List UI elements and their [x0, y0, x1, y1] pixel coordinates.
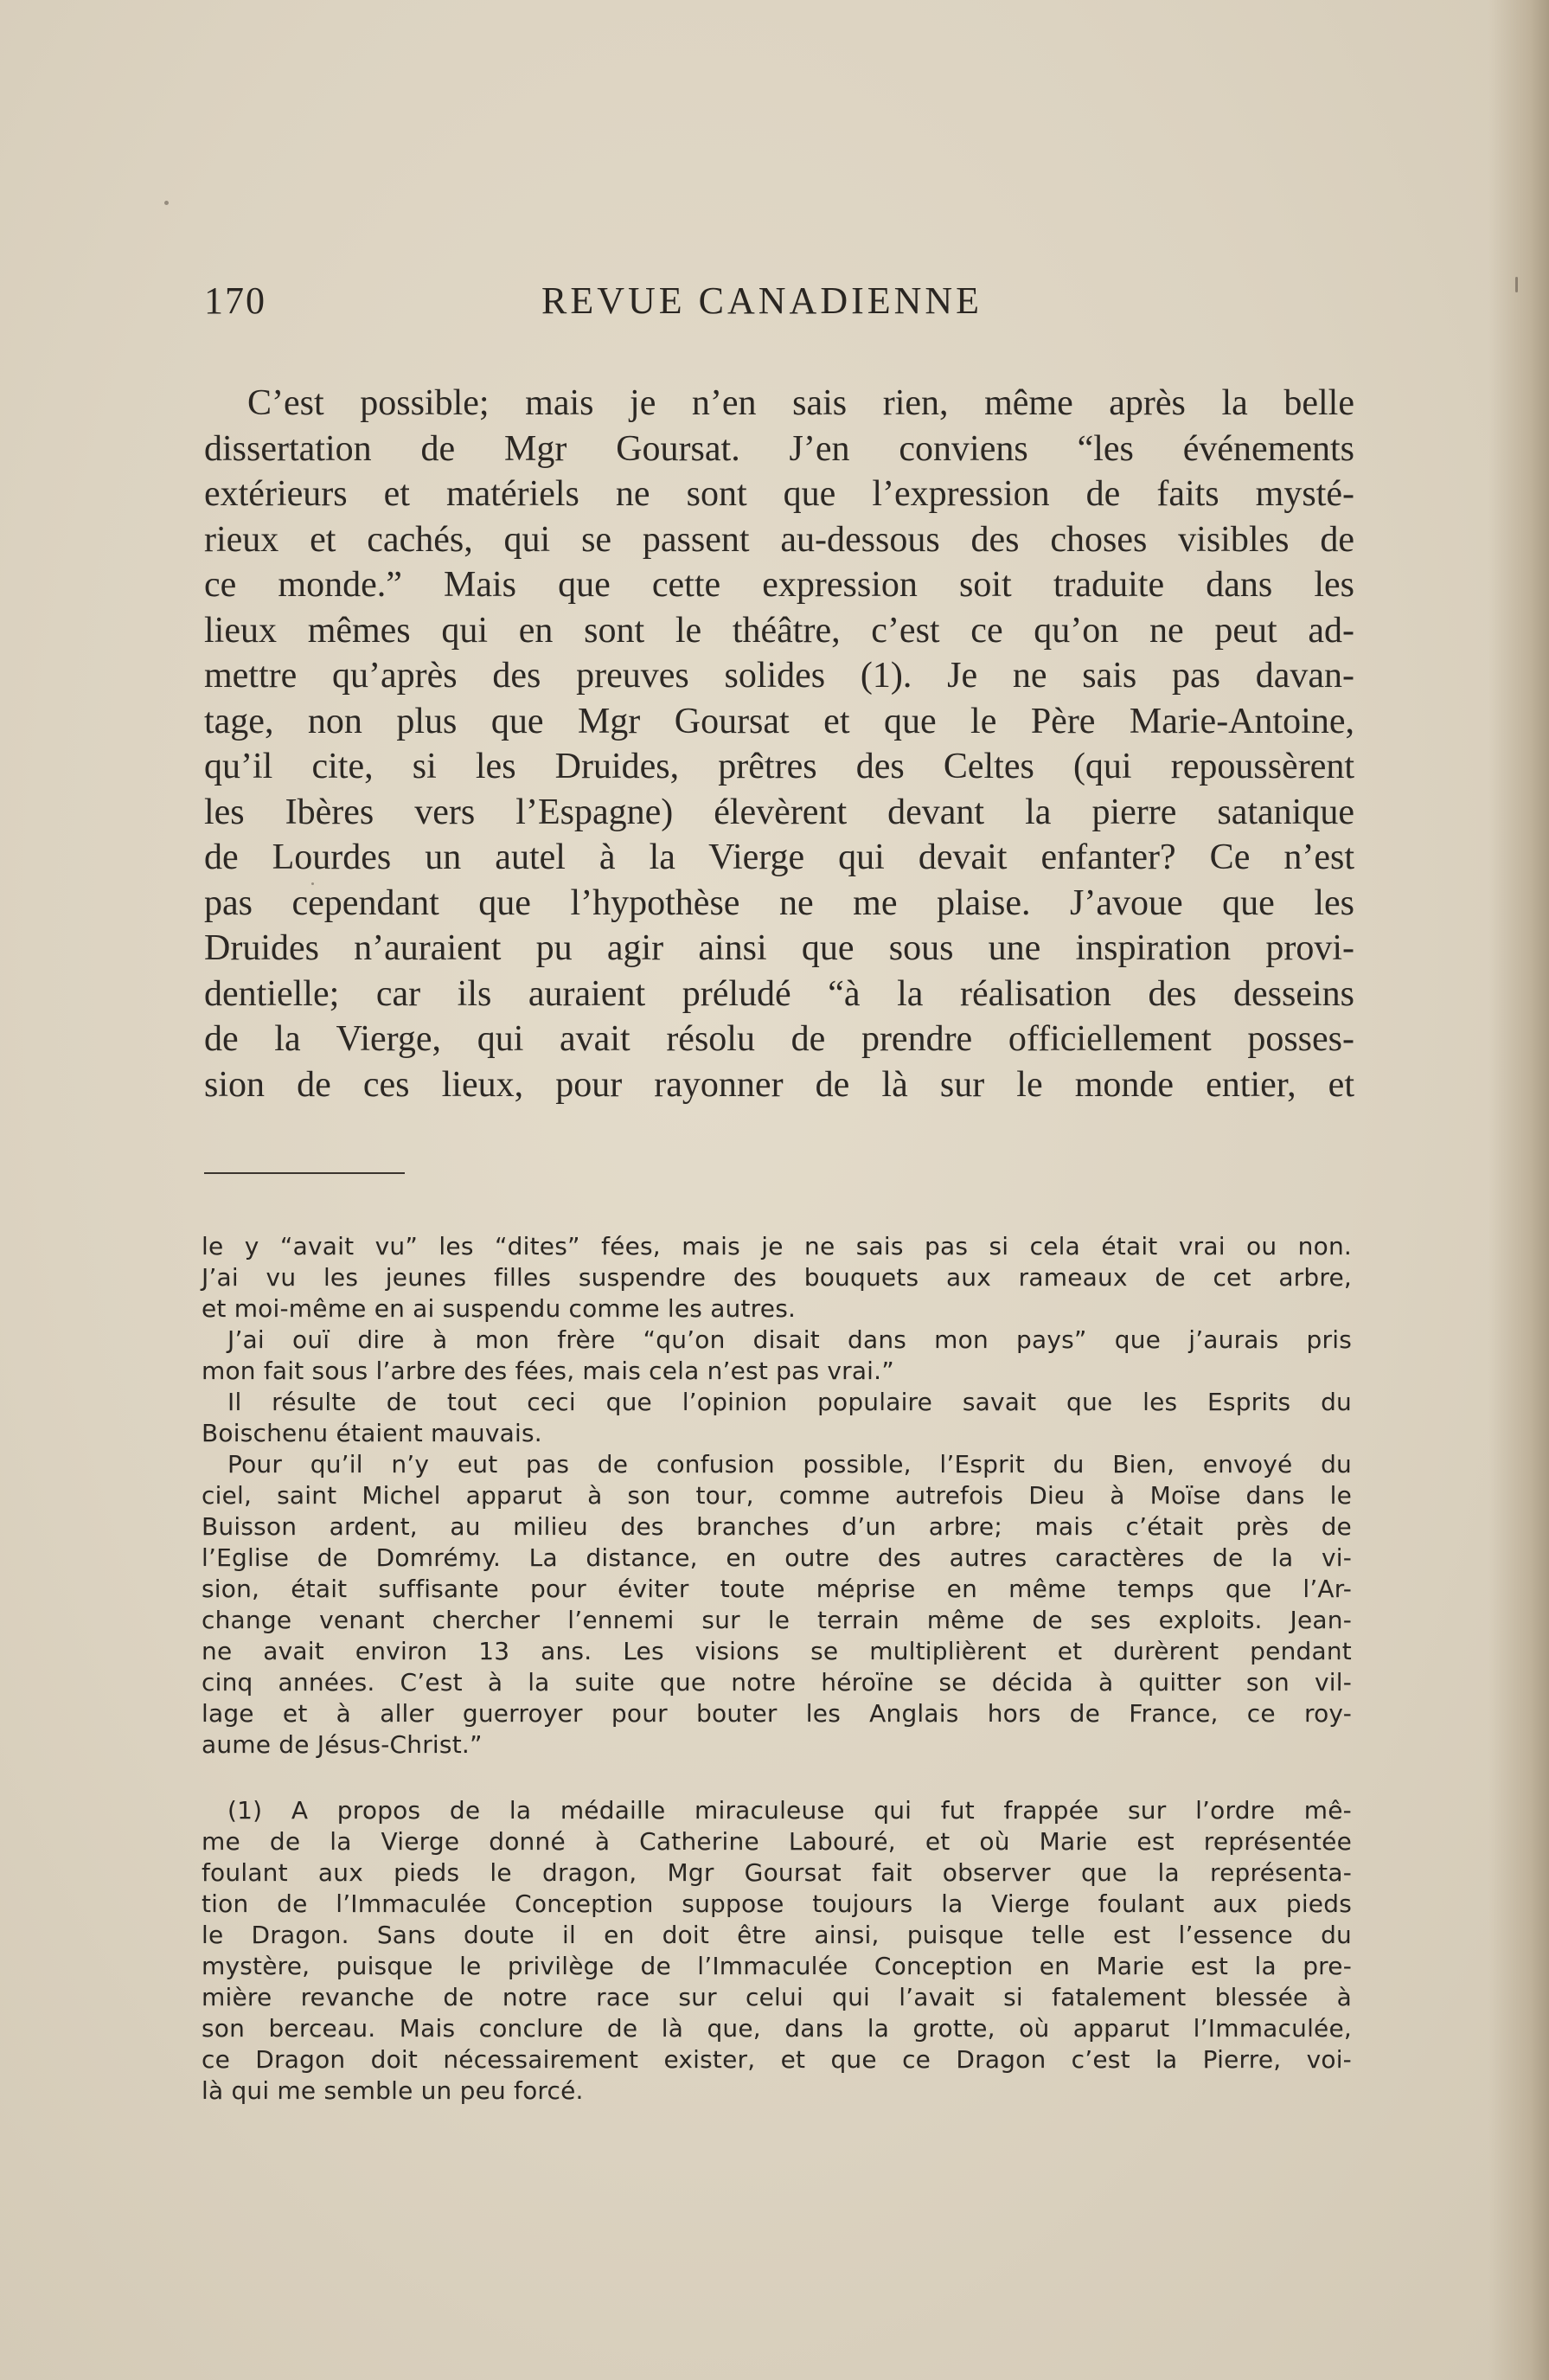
footnotes: [202, 1231, 1352, 2107]
footnote-line: sion, était suffisante pour éviter toute méprise en même temps que l’Ar-: [202, 1575, 1352, 1603]
footnote-line: l’Eglise de Domrémy. La distance, en outre des autres caractères de la vi-: [202, 1543, 1352, 1572]
page-number: 170: [204, 279, 266, 322]
footnote-line: le y “avait vu” les “dites” fées, mais je ne sais pas si cela était vrai ou non.: [202, 1232, 1352, 1261]
footnote-line: Pour qu’il n’y eut pas de confusion possible, l’Esprit du Bien, envoyé du: [227, 1450, 1352, 1479]
footnote-line: tion de l’Immaculée Conception suppose toujours la Vierge foulant aux pieds: [202, 1889, 1352, 1918]
body-line: C’est possible; mais je n’en sais rien, même après la belle: [247, 383, 1354, 423]
body-line: qu’il cite, si les Druides, prêtres des Celtes (qui repoussèrent: [204, 747, 1354, 786]
footnote-line: et moi-même en ai suspendu comme les autres.: [202, 1294, 797, 1323]
footnote-line: ce Dragon doit nécessairement exister, et que ce Dragon c’est la Pierre, voi-: [202, 2045, 1352, 2074]
footnote-line: cinq années. C’est à la suite que notre héroïne se décida à quitter son vil-: [202, 1668, 1352, 1697]
footnote-line: change venant chercher l’ennemi sur le terrain même de ses exploits. Jean-: [202, 1606, 1352, 1634]
body-line: de la Vierge, qui avait résolu de prendre officiellement posses-: [204, 1019, 1354, 1059]
footnote-line: lage et à aller guerroyer pour bouter les Anglais hors de France, ce roy-: [202, 1699, 1352, 1728]
body-line: tage, non plus que Mgr Goursat et que le Père Marie-Antoine,: [204, 701, 1354, 741]
footnote-gap: [202, 1761, 1352, 1795]
footnote-line: mon fait sous l’arbre des fées, mais cela n’est pas vrai.”: [202, 1357, 894, 1385]
body-line: ce monde.” Mais que cette expression soit traduite dans les: [204, 565, 1354, 605]
body-line: pas cependant que l’hypothèse ne me plaise. J’avoue que les: [204, 882, 1354, 923]
footnote-line: son berceau. Mais conclure de là que, dans la grotte, où apparut l’Immaculée,: [202, 2014, 1352, 2043]
footnote-line: mystère, puisque le privilège de l’Immaculée Conception en Marie est la pre-: [202, 1952, 1352, 1980]
running-title: REVUE CANADIENNE: [541, 279, 983, 322]
footnote-1: [202, 1795, 1352, 2107]
body-line: extérieurs et matériels ne sont que l’expression de faits mysté-: [204, 474, 1354, 514]
footnote-line: mière revanche de notre race sur celui qui l’avait si fatalement blessée à: [202, 1983, 1352, 2011]
body-line: rieux et cachés, qui se passent au-dessous des choses visibles de: [204, 519, 1354, 560]
body-line: de Lourdes un autel à la Vierge qui devait enfanter? Ce n’est: [204, 837, 1354, 877]
footnote-line: le Dragon. Sans doute il en doit être ainsi, puisque telle est l’essence du: [202, 1921, 1352, 1949]
paper-speck: [1515, 277, 1518, 292]
paper-speck: [164, 201, 169, 205]
footnote-line: ne avait environ 13 ans. Les visions se multiplièrent et durèrent pendant: [202, 1637, 1352, 1665]
footnote-line: J’ai ouï dire à mon frère “qu’on disait dans mon pays” que j’aurais pris: [227, 1325, 1352, 1354]
footnote-line: foulant aux pieds le dragon, Mgr Goursat fait observer que la représenta-: [202, 1858, 1352, 1887]
body-line: mettre qu’après des preuves solides (1). Je ne sais pas davan-: [204, 656, 1354, 696]
body-line: dissertation de Mgr Goursat. J’en conviens “les événements: [204, 428, 1354, 469]
footnote-line: Boischenu étaient mauvais.: [202, 1419, 542, 1447]
footnote-line: aume de Jésus-Christ.”: [202, 1730, 483, 1759]
body-line: les Ibères vers l’Espagne) élevèrent devant la pierre satanique: [204, 792, 1354, 832]
footnote-line: J’ai vu les jeunes filles suspendre des bouquets aux rameaux de cet arbre,: [202, 1263, 1352, 1292]
footnote-line: là qui me semble un peu forcé.: [202, 2076, 584, 2105]
footnote-line: Il résulte de tout ceci que l’opinion populaire savait que les Esprits du: [227, 1388, 1352, 1416]
page-edge-shadow: [1488, 0, 1549, 2380]
footnote-line: Buisson ardent, au milieu des branches d’un arbre; mais c’était près de: [202, 1512, 1352, 1541]
body-paragraph: [204, 381, 1354, 1107]
footnote-line: ciel, saint Michel apparut à son tour, comme autrefois Dieu à Moïse dans le: [202, 1481, 1352, 1510]
body-line: Druides n’auraient pu agir ainsi que sous une inspiration provi-: [204, 928, 1354, 968]
footnote-separator-rule: [204, 1172, 405, 1174]
footnote-line: (1) A propos de la médaille miraculeuse qui fut frappée sur l’ordre mê-: [227, 1796, 1352, 1825]
footnote-continuation: [202, 1231, 1352, 1761]
body-line: dentielle; car ils auraient préludé “à la réalisation des desseins: [204, 973, 1354, 1014]
body-line: sion de ces lieux, pour rayonner de là sur le monde entier, et: [204, 1064, 1354, 1105]
body-line: lieux mêmes qui en sont le théâtre, c’est ce qu’on ne peut ad-: [204, 610, 1354, 651]
footnote-line: me de la Vierge donné à Catherine Labouré, et où Marie est représentée: [202, 1827, 1352, 1856]
page-header: [204, 279, 1346, 339]
